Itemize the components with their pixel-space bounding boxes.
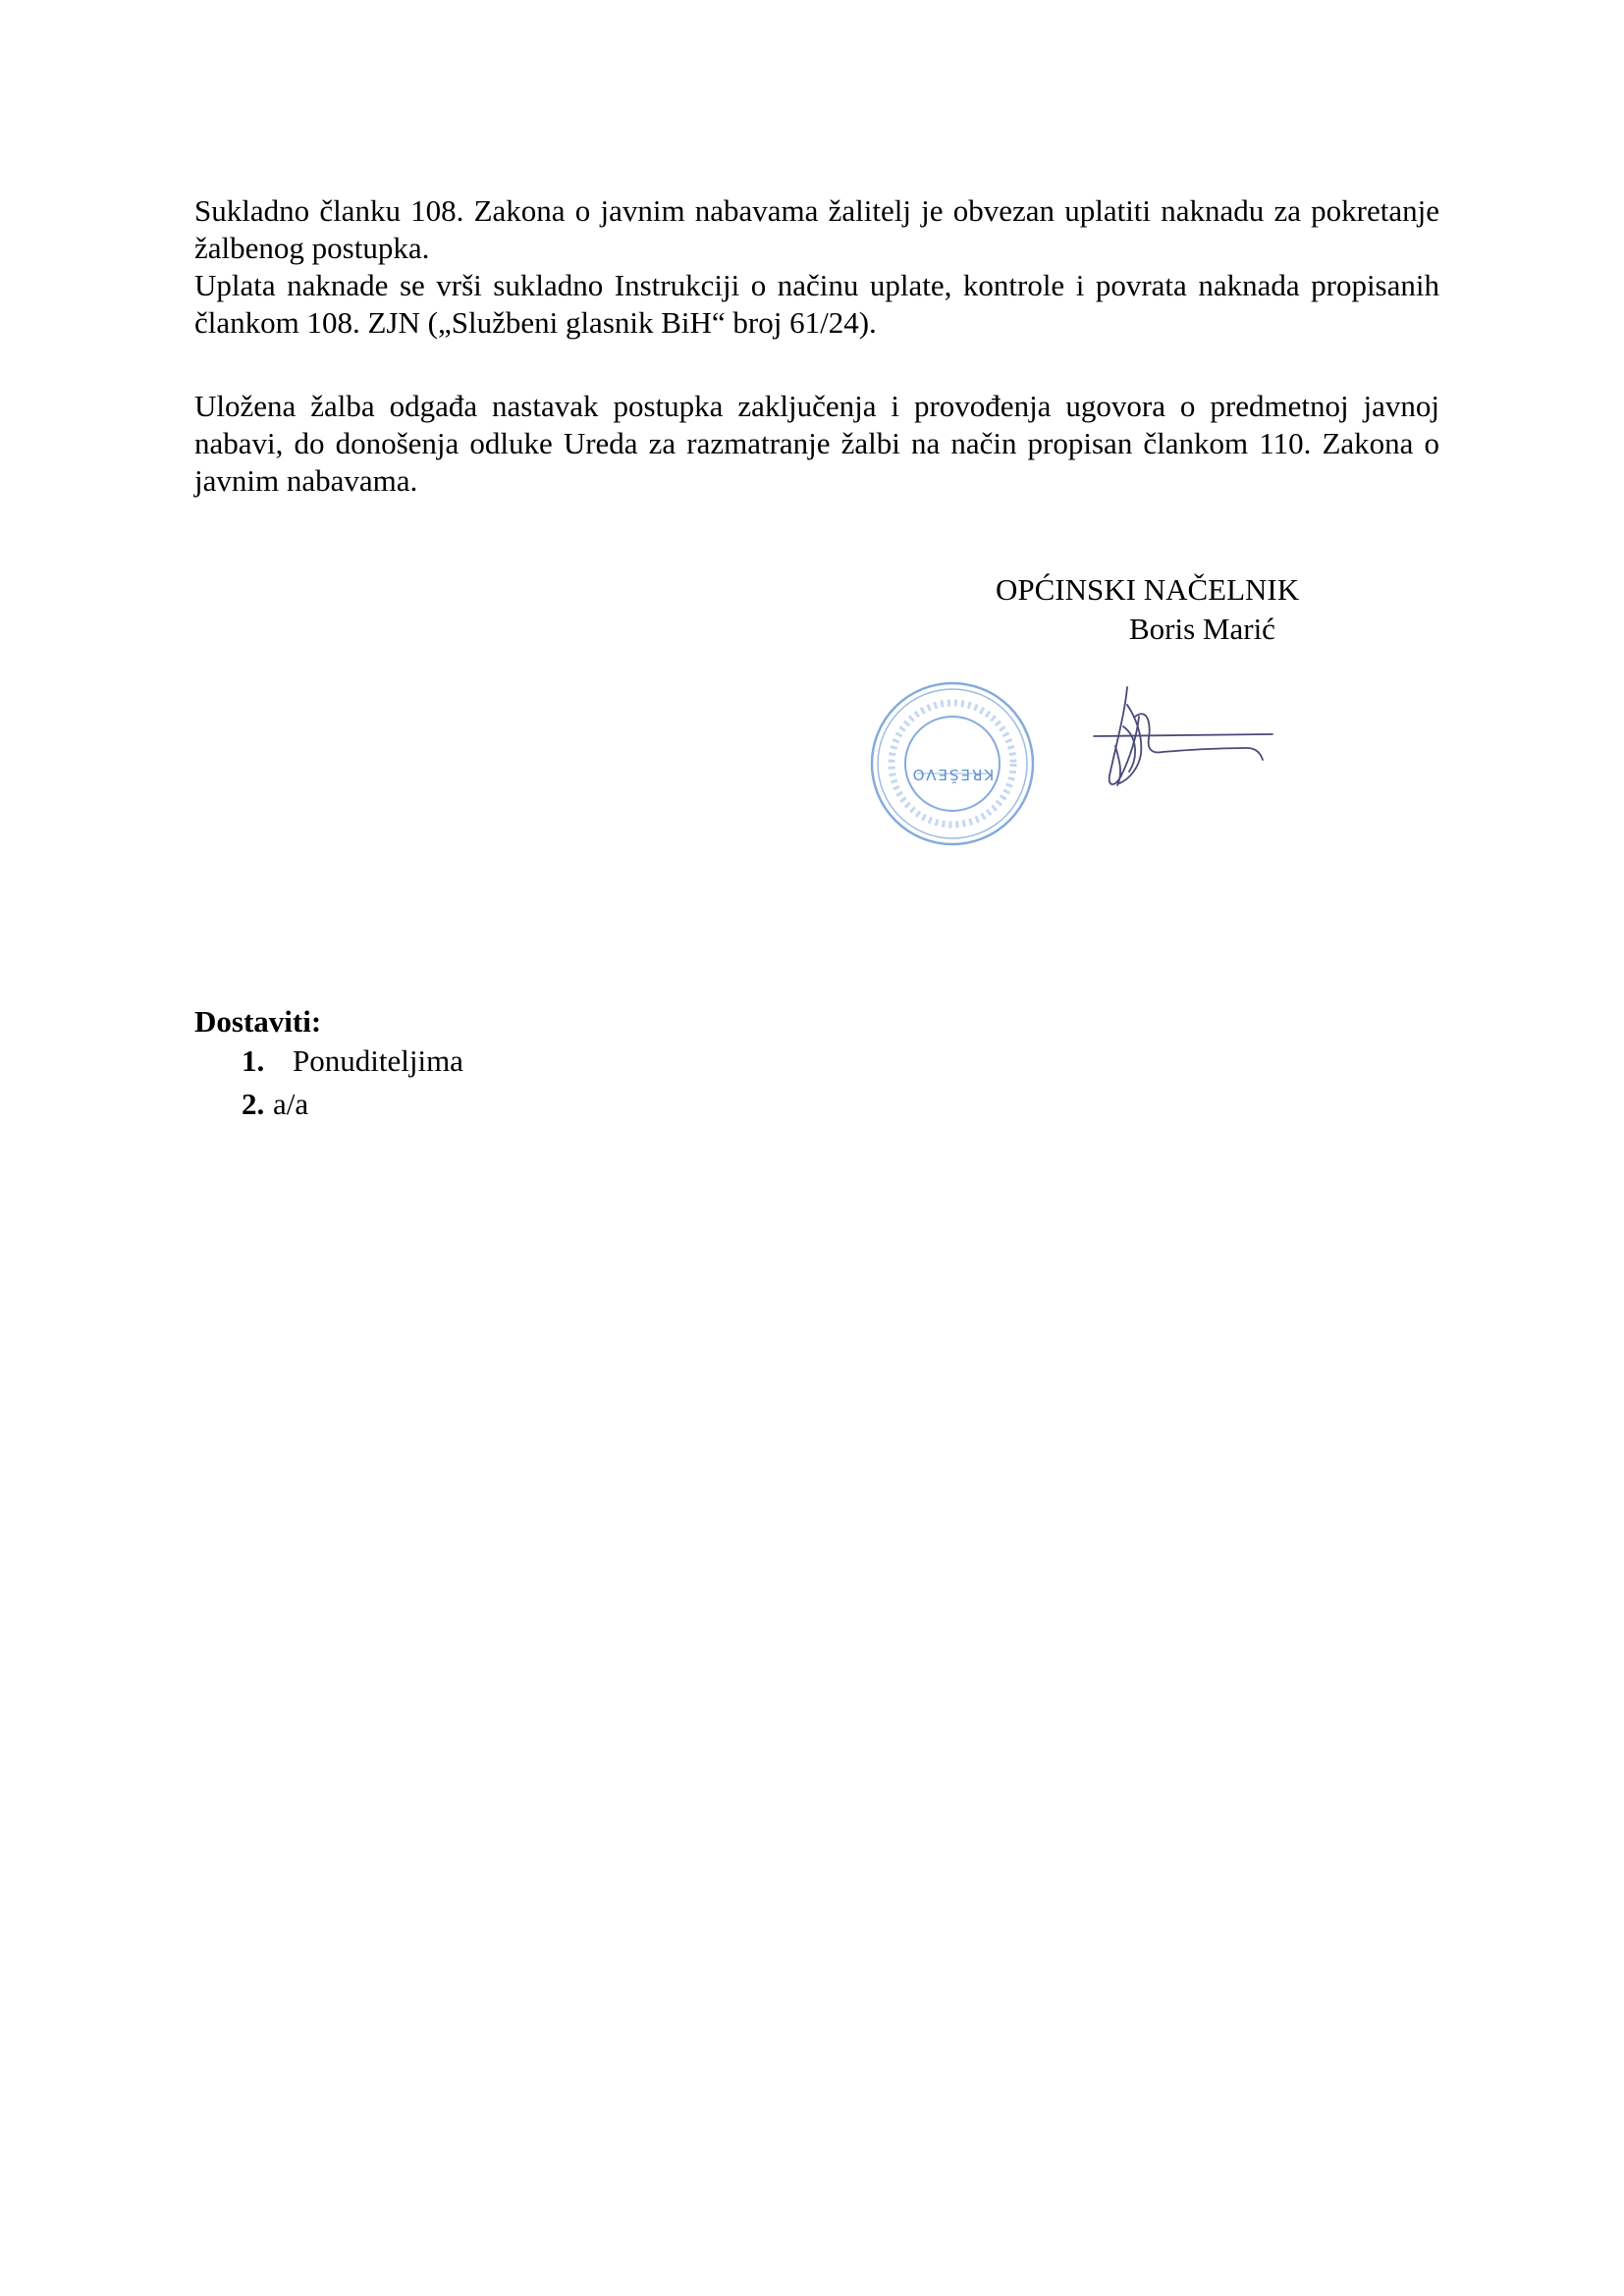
signatory-title: OPĆINSKI NAČELNIK: [996, 572, 1300, 607]
paragraph-line: Uložena žalba odgađa nastavak postupka zaključenja i provođenja ugovora o predmetnoj javnoj nabavi, do donošenja odluke Ureda za razmatranje žalbi na način propisan člankom 110. Zakona o javnim nabavama.: [194, 389, 1439, 498]
delivery-list: [242, 1042, 463, 1129]
list-item-number: 2.: [242, 1087, 265, 1121]
delivery-heading: Dostaviti:: [194, 1004, 322, 1039]
official-stamp-icon: [868, 679, 1037, 848]
paragraph-line: Uplata naknade se vrši sukladno Instrukciji o načinu uplate, kontrole i povrata naknada propisanih člankom 108. ZJN („Službeni glasnik BiH“ broj 61/24).: [194, 268, 1439, 340]
list-item-text: a/a: [273, 1087, 309, 1121]
paragraph-line: Sukladno članku 108. Zakona o javnim nabavama žalitelj je obvezan uplatiti naknadu za pokretanje žalbenog postupka.: [194, 193, 1439, 265]
paragraph-appeal-fee: [194, 192, 1439, 342]
paragraph-appeal-effect: [194, 388, 1439, 500]
handwritten-signature-icon: [1080, 677, 1286, 805]
stamp-center-text: KREŠEVO: [910, 766, 995, 783]
list-item-number: 1.: [242, 1043, 265, 1078]
list-item-text: Ponuditeljima: [293, 1043, 463, 1078]
list-item: [242, 1086, 463, 1129]
list-item: [242, 1042, 463, 1086]
signatory-name: Boris Marić: [1129, 612, 1275, 646]
